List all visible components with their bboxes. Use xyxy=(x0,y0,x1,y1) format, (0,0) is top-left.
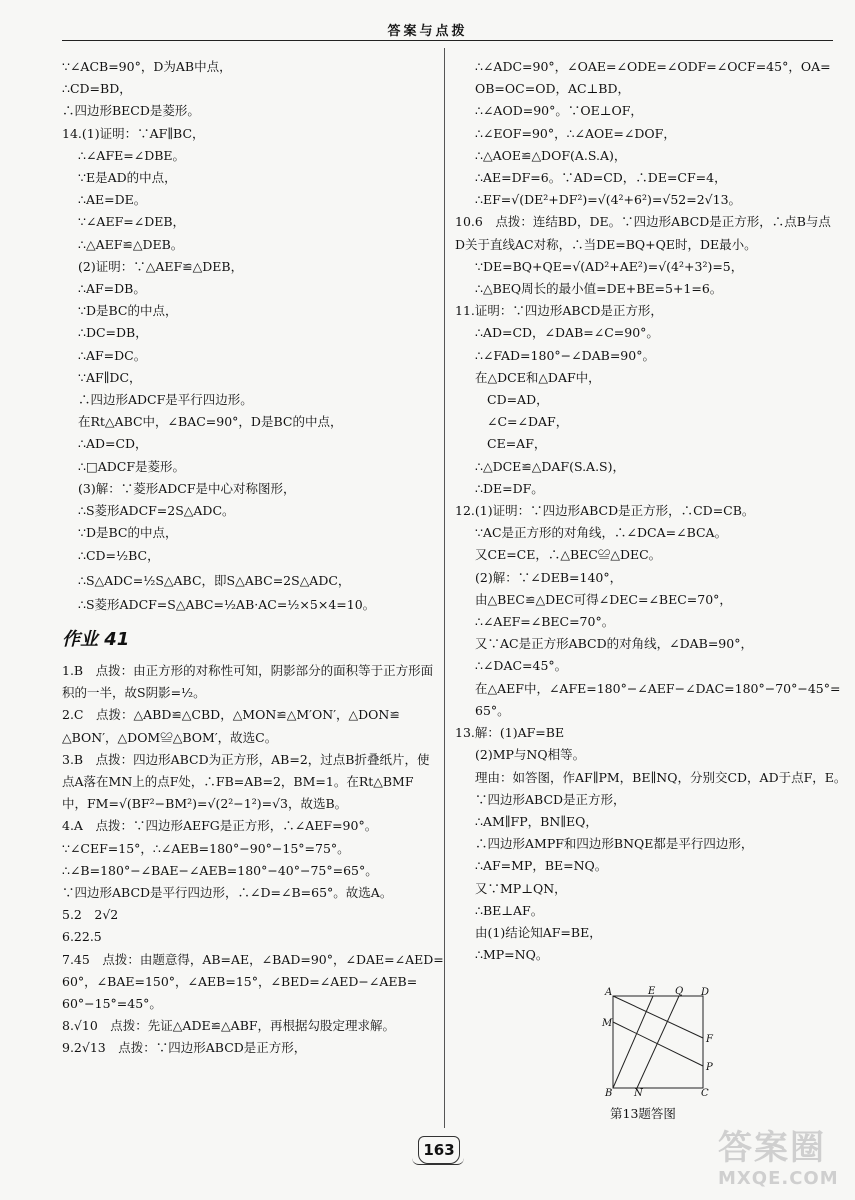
answer-line: 又CE=CE，∴△BEC≌△DEC。 xyxy=(475,547,662,563)
label-a: A xyxy=(605,987,613,998)
label-e: E xyxy=(648,986,656,997)
answer-line: 11.证明：∵四边形ABCD是正方形， xyxy=(455,303,663,319)
answer-line: ∵AF∥DC， xyxy=(78,369,142,385)
watermark-title: 答案圈 xyxy=(718,1128,826,1168)
answer-line: 60°−15°=45°。 xyxy=(62,996,162,1012)
answer-line: ∴四边形BECD是菱形。 xyxy=(62,103,200,119)
label-m: M xyxy=(602,1018,613,1029)
answer-line: ∴∠DAC=45°。 xyxy=(475,658,568,674)
label-q: Q xyxy=(675,986,684,997)
answer-line: 又∵MP⊥QN， xyxy=(475,880,567,896)
answer-line: 5.2 2√2 xyxy=(62,907,119,923)
segment-mp xyxy=(613,1022,703,1066)
answer-line: ∵∠ACB=90°，D为AB中点， xyxy=(62,59,232,74)
answer-line: 由(1)结论知AF=BE， xyxy=(475,924,602,940)
label-p: P xyxy=(706,1062,713,1073)
answer-line: 在Rt△ABC中，∠BAC=90°，D是BC的中点， xyxy=(78,414,343,430)
answer-line: 理由：如答图，作AF∥PM，BE∥NQ，分别交CD，AD于点F，E。 xyxy=(475,769,847,785)
answer-line: ∴AM∥FP，BN∥EQ， xyxy=(475,813,598,829)
answer-line: 积的一半，故S阴影=½。 xyxy=(62,685,206,701)
watermark xyxy=(718,1128,846,1198)
answer-line: ∴AE=DF=6。∵AD=CD，∴DE=CF=4， xyxy=(475,170,727,186)
page-header-title: 答案与点拨 xyxy=(387,24,468,39)
label-n: N xyxy=(634,1088,643,1096)
answer-line: ∵E是AD的中点， xyxy=(78,170,177,186)
answer-line: OB=OC=OD，AC⊥BD， xyxy=(475,81,631,97)
column-divider xyxy=(444,48,445,1128)
answer-line: 12.(1)证明：∵四边形ABCD是正方形，∴CD=CB。 xyxy=(455,503,755,519)
answer-line: (2)MP与NQ相等。 xyxy=(475,747,586,763)
label-f: F xyxy=(706,1034,713,1045)
page-number-book-icon xyxy=(412,1158,464,1165)
answer-line: 10.6 点拨：连结BD，DE。∵四边形ABCD是正方形，∴点B与点 xyxy=(455,214,831,230)
answer-line: ∴□ADCF是菱形。 xyxy=(78,458,186,474)
answer-line: (2)证明：∵△AEF≌△DEB， xyxy=(78,258,244,274)
answer-line: 7.45 点拨：由题意得，AB=AE，∠BAD=90°，∠DAE=∠AED= xyxy=(62,951,444,967)
segment-af xyxy=(613,996,703,1038)
answer-line: ∴∠EOF=90°，∴∠AOE=∠DOF， xyxy=(475,125,676,141)
answer-line: 6.22.5 xyxy=(62,929,102,945)
answer-line: ∴∠FAD=180°−∠DAB=90°。 xyxy=(475,347,655,363)
answer-line: ∴S菱形ADCF=2S△ADC。 xyxy=(78,503,235,519)
answer-line: ∴∠AFE=∠DBE。 xyxy=(78,147,186,163)
answer-line: ∴∠AEF=∠BEC=70°。 xyxy=(475,614,615,630)
answer-line: ∠C=∠DAF， xyxy=(487,414,569,430)
answer-line: 由△BEC≌△DEC可得∠DEC=∠BEC=70°， xyxy=(475,591,732,607)
header-rule xyxy=(62,40,833,41)
answer-line: 60°，∠BAE=150°，∠AEB=15°，∠BED=∠AED−∠AEB= xyxy=(62,973,418,989)
answer-line: ∴四边形AMPF和四边形BNQE都是平行四边形， xyxy=(475,836,754,852)
label-b: B xyxy=(605,1088,613,1096)
answer-line: ∴AF=DC。 xyxy=(78,347,147,363)
segment-be xyxy=(613,996,653,1088)
answer-line: ∴DC=DB， xyxy=(78,325,148,341)
answer-line: ∴△AOE≌△DOF(A.S.A)， xyxy=(475,147,627,163)
answer-line: ∴DE=DF。 xyxy=(475,480,544,496)
answer-line: ∵∠CEF=15°，∴∠AEB=180°−90°−15°=75°。 xyxy=(62,840,350,856)
left-column xyxy=(62,56,444,1060)
answer-line: ∵∠AEF=∠DEB， xyxy=(78,214,186,230)
answer-line: ∴BE⊥AF。 xyxy=(475,902,544,918)
answer-line: 中，FM=√(BF²−BM²)=√(2²−1²)=√3，故选B。 xyxy=(62,796,348,812)
answer-line: △BON′，△DOM≌△BOM′，故选C。 xyxy=(62,729,278,745)
answer-line: ∴AF=MP，BE=NQ。 xyxy=(475,858,608,874)
section-heading: 作业 41 xyxy=(62,628,130,650)
answer-line: ∵四边形ABCD是平行四边形，∴∠D=∠B=65°。故选A。 xyxy=(62,885,393,900)
answer-line: (3)解：∵菱形ADCF是中心对称图形， xyxy=(78,480,296,496)
answer-line: (2)解：∵∠DEB=140°， xyxy=(475,569,623,585)
answer-line: 13.解：(1)AF=BE xyxy=(455,725,565,741)
answer-line: ∴AD=CD，∠DAB=∠C=90°。 xyxy=(475,325,659,341)
answer-line: CD=AD， xyxy=(487,392,549,408)
answer-line: 4.A 点拨：∵四边形AEFG是正方形，∴∠AEF=90°。 xyxy=(62,818,378,834)
label-c: C xyxy=(701,1088,709,1096)
answer-line: 在△AEF中，∠AFE=180°−∠AEF−∠DAC=180°−70°−45°= xyxy=(475,680,841,696)
answer-line: ∵D是BC的中点， xyxy=(78,303,178,319)
answer-line: ∵AC是正方形的对角线，∴∠DCA=∠BCA。 xyxy=(475,525,728,541)
answer-line: 1.B 点拨：由正方形的对称性可知，阴影部分的面积等于正方形面 xyxy=(62,662,434,678)
answer-line: ∴△AEF≌△DEB。 xyxy=(78,236,184,252)
answer-line: ∵四边形ABCD是正方形， xyxy=(475,791,626,807)
answer-line: ∴MP=NQ。 xyxy=(475,947,549,963)
answer-line: ∴CD=BD， xyxy=(62,81,132,97)
answer-line: ∴△DCE≌△DAF(S.A.S)， xyxy=(475,458,625,474)
answer-line: 3.B 点拨：四边形ABCD为正方形，AB=2，过点B折叠纸片，使 xyxy=(62,751,430,767)
figure-caption: 第13题答图 xyxy=(610,1106,676,1121)
answer-line: ∴∠AOD=90°。∵OE⊥OF， xyxy=(475,103,643,119)
answer-line: ∴S△ADC=½S△ABC，即S△ABC=2S△ADC， xyxy=(78,572,351,588)
answer-line: 65°。 xyxy=(475,702,510,718)
answer-line: 在△DCE和△DAF中， xyxy=(475,369,601,385)
answer-line: ∴EF=√(DE²+DF²)=√(4²+6²)=√52=2√13。 xyxy=(475,192,742,208)
answer-line: CE=AF， xyxy=(487,436,547,452)
answer-line: ∴∠ADC=90°，∠OAE=∠ODE=∠ODF=∠OCF=45°，OA= xyxy=(475,59,831,74)
answer-line: D关于直线AC对称，∴当DE=BQ+QE时，DE最小。 xyxy=(455,236,757,252)
right-column xyxy=(455,56,847,966)
answer-line: 14.(1)证明：∵AF∥BC， xyxy=(62,125,205,141)
answer-line: ∴四边形ADCF是平行四边形。 xyxy=(78,392,253,408)
watermark-url: MXQE.COM xyxy=(718,1168,839,1189)
answer-line: 又∵AC是正方形ABCD的对角线，∠DAB=90°， xyxy=(475,636,753,652)
square-diagram xyxy=(597,986,729,1096)
answer-line: ∴AD=CD， xyxy=(78,436,148,452)
page-number: 163 xyxy=(418,1136,460,1164)
answer-line: 9.2√13 点拨：∵四边形ABCD是正方形， xyxy=(62,1040,307,1056)
answer-line: ∴AF=DB。 xyxy=(78,281,146,297)
answer-line: ∴CD=½BC， xyxy=(78,548,160,564)
answer-line: 8.√10 点拨：先证△ADE≌△ABF，再根据勾股定理求解。 xyxy=(62,1018,396,1034)
answer-line: 点A落在MN上的点F处，∴FB=AB=2，BM=1。在Rt△BMF xyxy=(62,773,414,789)
answer-line: ∵D是BC的中点， xyxy=(78,525,178,541)
answer-line: 2.C 点拨：△ABD≌△CBD，△MON≌△M′ON′，△DON≌ xyxy=(62,707,400,723)
answer-line: ∴∠B=180°−∠BAE−∠AEB=180°−40°−75°=65°。 xyxy=(62,862,378,878)
answer-line: ∵DE=BQ+QE=√(AD²+AE²)=√(4²+3²)=5， xyxy=(475,258,744,274)
label-d: D xyxy=(701,987,710,998)
answer-line: ∴AE=DE。 xyxy=(78,192,147,208)
answer-line: ∴S菱形ADCF=S△ABC=½AB·AC=½×5×4=10。 xyxy=(78,597,376,613)
answer-line: ∴△BEQ周长的最小值=DE+BE=5+1=6。 xyxy=(475,281,723,297)
